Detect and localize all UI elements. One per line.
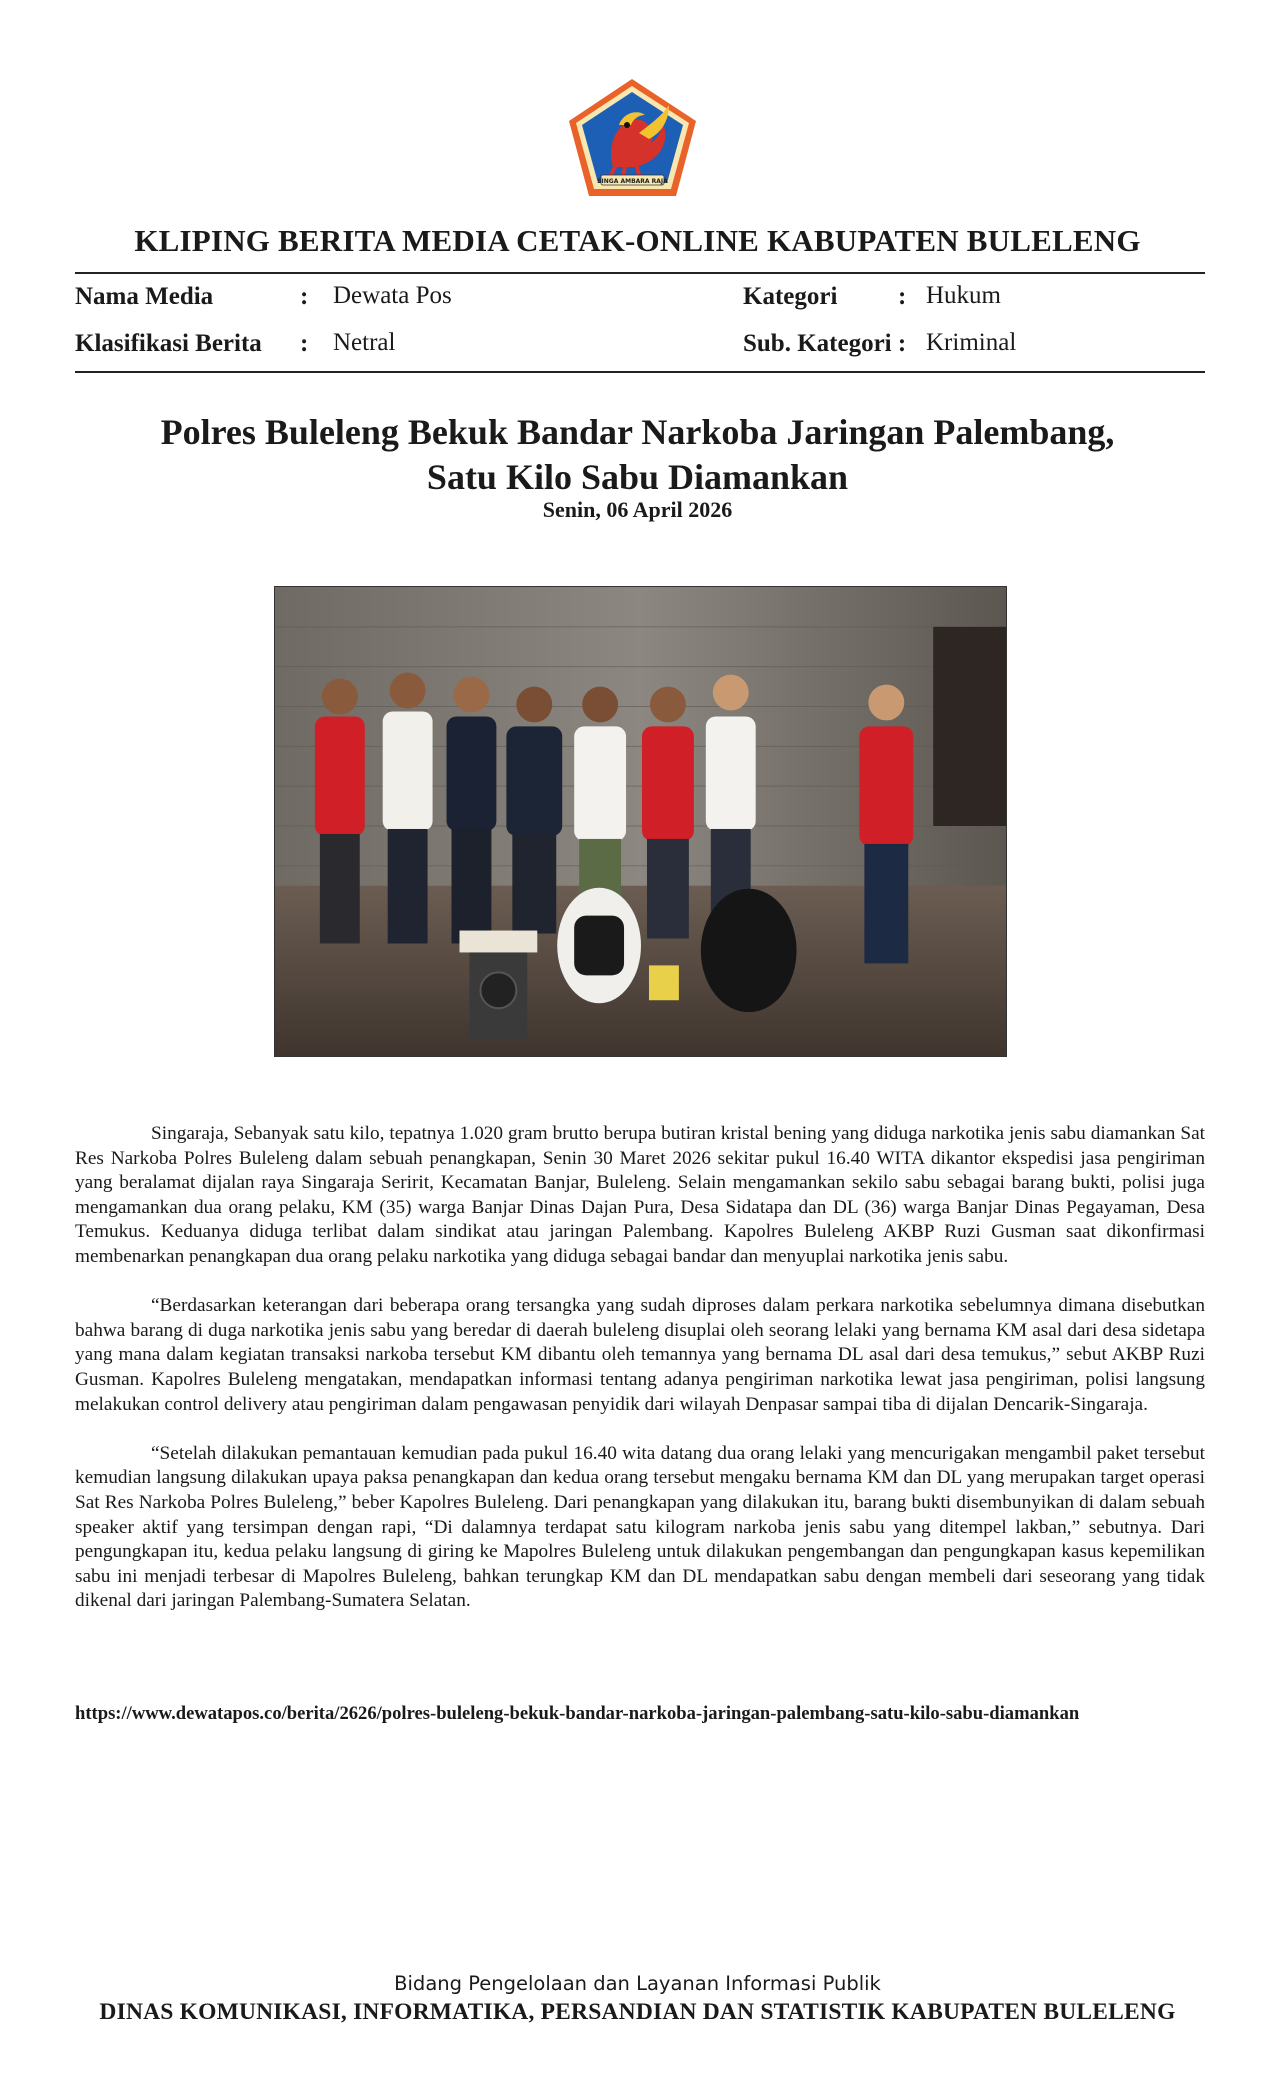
source-url-link[interactable]: https://www.dewatapos.co/berita/2626/polres-buleleng-bekuk-bandar-narkoba-jaringan-palembang-satu-kilo-sabu-diamankan <box>75 1703 1080 1724</box>
article-date: Senin, 06 April 2026 <box>542 497 733 522</box>
logo-motto: SINGA AMBARA RAJA <box>597 178 668 185</box>
media-value: Dewata Pos <box>333 282 452 309</box>
sub-kategori-label: Sub. Kategori : <box>743 330 907 357</box>
headline-line-1: Polres Buleleng Bekuk Bandar Narkoba Jaringan Palembang, <box>160 412 1115 452</box>
article-paragraph-1: Singaraja, Sebanyak satu kilo, tepatnya 1.020 gram brutto berupa butiran kristal bening yang diduga narkotika jenis sabu diamankan Sat Res Narkoba Polres Buleleng dalam sebuah penangkapan, Senin 30 Maret 2026 sekitar pukul 16.40 WITA dikantor ekspedisi jasa pengiriman yang beralamat dijalan raya Singaraja Seririt, Kecamatan Banjar, Buleleng. Selain mengamankan sekilo sabu sebagai barang bukti, polisi juga mengamankan dua orang pelaku, KM (35) warga Banjar Dinas Dajan Pura, Desa Sidatapa dan DL (36) warga Banjar Dinas Pegayaman, Desa Temukus. Keduanya diduga terlibat dalam sindikat atau jaringan Palembang. Kapolres Buleleng AKBP Ruzi Gusman saat dikonfirmasi membenarkan penangkapan dua orang pelaku narkotika yang diduga sebagai bandar dan menyuplai narkotika jenis sabu. <box>75 1123 1205 1267</box>
kategori-value: Hukum <box>926 282 1001 309</box>
footer-agency: DINAS KOMUNIKASI, INFORMATIKA, PERSANDIAN DAN STATISTIK KABUPATEN BULELENG <box>99 1999 1176 2025</box>
clipping-title: KLIPING BERITA MEDIA CETAK-ONLINE KABUPATEN BULELENG <box>134 223 1141 258</box>
klasifikasi-label: Klasifikasi Berita <box>75 330 262 357</box>
sub-kategori-value: Kriminal <box>926 329 1017 356</box>
kategori-label: Kategori <box>743 283 838 310</box>
footer-department: Bidang Pengelolaan dan Layanan Informasi Publik <box>394 1972 881 1995</box>
article-body <box>75 1122 1205 1638</box>
headline-line-2: Satu Kilo Sabu Diamankan <box>426 457 849 497</box>
top-divider <box>75 272 1205 274</box>
media-label: Nama Media <box>75 283 214 310</box>
buleleng-emblem-logo <box>565 75 700 200</box>
media-colon: : <box>300 283 309 310</box>
article-paragraph-2: “Berdasarkan keterangan dari beberapa orang tersangka yang sudah diproses dalam perkara narkotika sebelumnya dimana disebutkan bahwa barang di duga narkotika jenis sabu yang beredar di daerah buleleng disuplai oleh seorang lelaki yang bernama KM asal dari desa sidetapa yang mana dalam kegiatan transaksi narkoba tersebut KM dibantu oleh temannya yang bernama DL asal dari desa temukus,” sebut AKBP Ruzi Gusman. Kapolres Buleleng mengatakan, mendapatkan informasi tentang adanya pengiriman narkotika lewat jasa pengiriman, polisi langsung melakukan control delivery atau pengiriman dalam pengawasan penyidik dari wilayah Denpasar sampai tiba di dijalan Dencarik-Singaraja. <box>75 1295 1205 1415</box>
klasifikasi-value: Netral <box>333 329 396 356</box>
article-headline <box>0 410 1275 500</box>
klasifikasi-colon: : <box>300 330 309 357</box>
article-paragraph-3: “Setelah dilakukan pemantauan kemudian pada pukul 16.40 wita datang dua orang lelaki yang mencurigakan mengambil paket tersebut kemudian langsung dilakukan upaya paksa penangkapan dan kedua orang tersebut mengaku bernama KM dan DL yang merupakan target operasi Sat Res Narkoba Polres Buleleng,” beber Kapolres Buleleng. Dari penangkapan yang dilakukan itu, barang bukti disembunyikan di dalam sebuah speaker aktif yang tersimpan dengan rapi, “Di dalamnya terdapat satu kilogram narkoba jenis sabu yang ditempel lakban,” sebutnya. Dari pengungkapan itu, kedua pelaku langsung di giring ke Mapolres Buleleng untuk dilakukan pengembangan dan pengungkapan kasus kepemilikan sabu ini menjadi terbesar di Mapolres Buleleng, bahkan terungkap KM dan DL mendapatkan sabu dengan membeli dari seseorang yang tidak dikenal dari jaringan Palembang-Sumatera Selatan. <box>75 1442 1205 1612</box>
kategori-colon: : <box>898 283 907 310</box>
meta-divider <box>75 371 1205 373</box>
article-photo <box>274 586 1007 1057</box>
